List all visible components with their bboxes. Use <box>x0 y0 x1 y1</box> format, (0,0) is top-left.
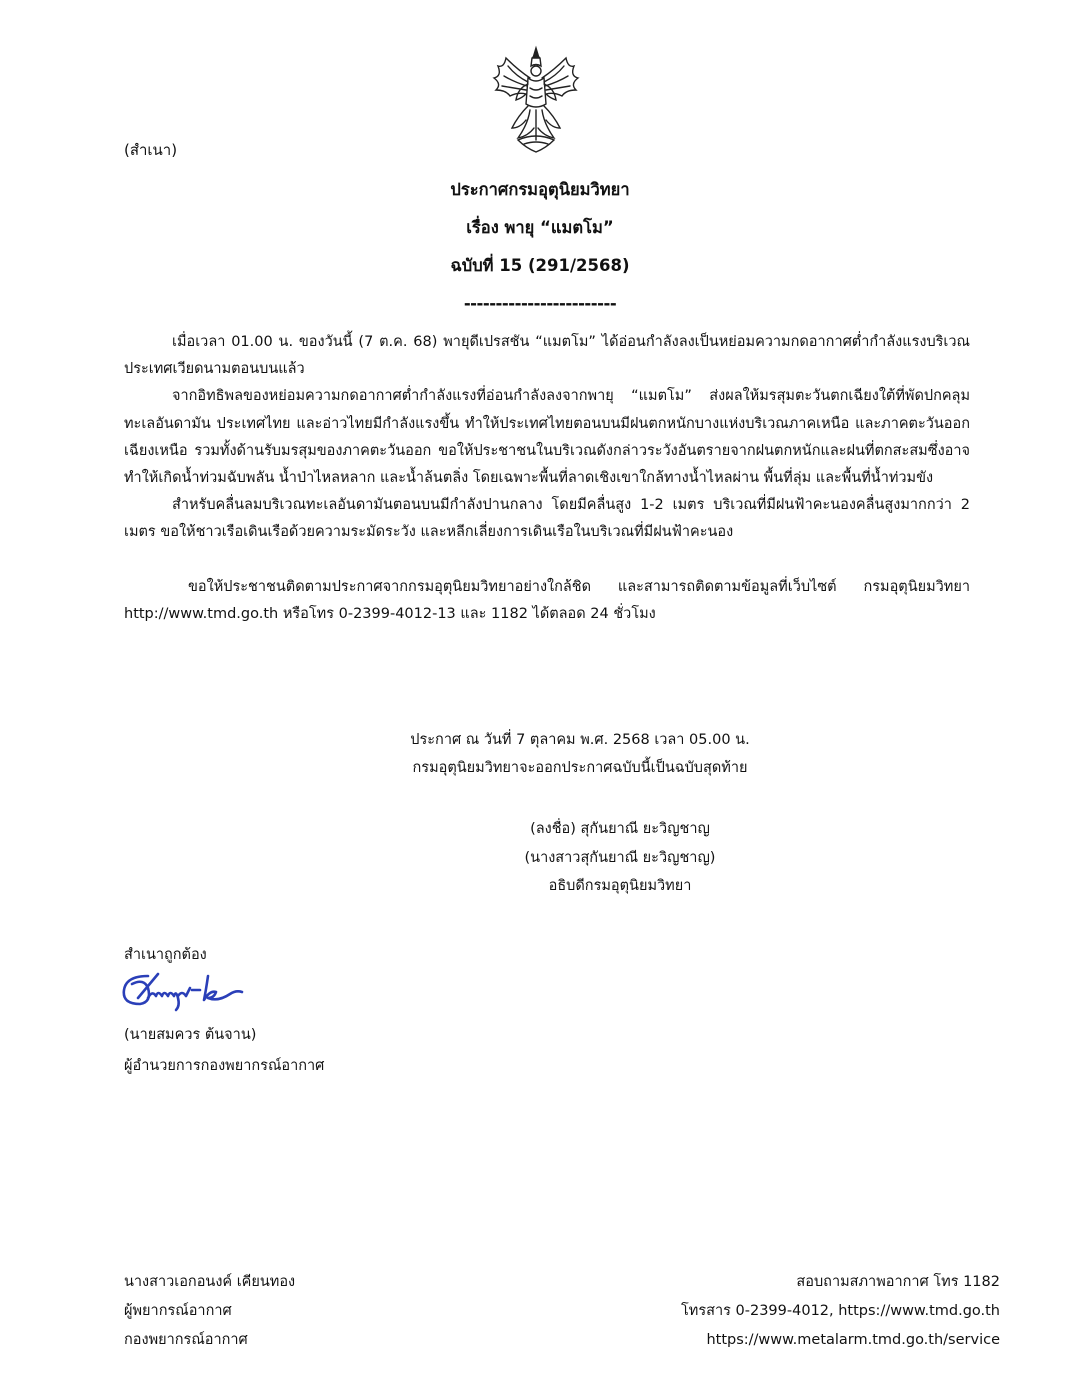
forecaster-role: ผู้พยากรณ์อากาศ <box>124 1303 232 1319</box>
certifier-position: ผู้อำนวยการกองพยากรณ์อากาศ <box>124 1058 325 1074</box>
announcement-title: ประกาศกรมอุตุนิยมวิทยา <box>450 180 630 199</box>
signatory-signed-line: (ลงชื่อ) สุกันยาณี ยะวิญชาญ <box>530 821 710 837</box>
announcement-header <box>0 176 1080 328</box>
announcement-date: ประกาศ ณ วันที่ 7 ตุลาคม พ.ศ. 2568 เวลา 05.00 น. <box>410 732 750 748</box>
signatory-full-name: (นางสาวสุกันยาณี ยะวิญชาญ) <box>524 849 716 866</box>
contact-fax-website: โทรสาร 0-2399-4012, https://www.tmd.go.th <box>681 1303 1000 1319</box>
follow-up-paragraph: ขอให้ประชาชนติดตามประกาศจากกรมอุตุนิยมวิทยาอย่างใกล้ชิด และสามารถติดตามข้อมูลที่เว็บไซต์ กรมอุตุนิยมวิทยา http://www.tmd.go.th หรือโทร 0-2399-4012-13 และ 1182 ได้ตลอด 24 ชั่วโมง <box>124 578 970 622</box>
header-divider: ------------------------ <box>463 294 617 313</box>
announcement-subject: เรื่อง พายุ “แมตโม” <box>466 218 614 237</box>
body-paragraph: สำหรับคลื่นลมบริเวณทะเลอันดามันตอนบนมีกำลังปานกลาง โดยมีคลื่นสูง 1-2 เมตร บริเวณที่มีฝนฟ้าคะนองคลื่นสูงมากกว่า 2 เมตร ขอให้ชาวเรือเดินเรือด้วยความระมัดระวัง และหลีกเลี่ยงการเดินเรือในบริเวณที่มีฝนฟ้าคะนอง <box>124 497 970 541</box>
signature-icon <box>118 968 248 1014</box>
footer-forecaster <box>124 1268 295 1355</box>
forecaster-name: นางสาวเอกอนงค์ เคียนทอง <box>124 1274 296 1290</box>
footer-contact <box>681 1268 1000 1355</box>
contact-service-link: https://www.metalarm.tmd.go.th/service <box>706 1332 1000 1348</box>
announcement-date-block <box>0 726 1080 782</box>
signatory-block <box>0 815 1080 901</box>
contact-phone: สอบถามสภาพอากาศ โทร 1182 <box>796 1274 1000 1290</box>
body-paragraph: จากอิทธิพลของหย่อมความกดอากาศต่ำกำลังแรงที่อ่อนกำลังลงจากพายุ “แมตโม” ส่งผลให้มรสุมตะวันตกเฉียงใต้ที่พัดปกคลุมทะเลอันดามัน ประเทศไทย และอ่าวไทยมีกำลังแรงขึ้น ทำให้ประเทศไทยตอนบนมีฝนตกหนักบางแห่งบริเวณภาคเหนือ และภาคตะวันออกเฉียงเหนือ รวมทั้งด้านรับมรสุมของภาคตะวันออก ขอให้ประชาชนในบริเวณดังกล่าวระวังอันตรายจากฝนตกหนักและฝนที่ตกสะสมซึ่งอาจทำให้เกิดน้ำท่วมฉับพลัน น้ำป่าไหลหลาก และน้ำล้นตลิ่ง โดยเฉพาะพื้นที่ลาดเชิงเขาใกล้ทางน้ำไหลผ่าน พื้นที่ลุ่ม และพื้นที่น้ำท่วมขัง <box>124 388 970 487</box>
forecaster-division: กองพยากรณ์อากาศ <box>124 1332 248 1348</box>
copy-label: (สำเนา) <box>124 141 178 159</box>
certifier-name: (นายสมควร ต้นจาน) <box>124 1027 257 1043</box>
signatory-position: อธิบดีกรมอุตุนิยมวิทยา <box>548 878 692 894</box>
final-issue-note: กรมอุตุนิยมวิทยาจะออกประกาศฉบับนี้เป็นฉบับสุดท้าย <box>412 760 748 776</box>
announcement-body <box>124 329 970 628</box>
garuda-emblem-icon <box>488 44 584 156</box>
body-paragraph: เมื่อเวลา 01.00 น. ของวันนี้ (7 ต.ค. 68) พายุดีเปรสชัน “แมตโม” ได้อ่อนกำลังลงเป็นหย่อมความกดอากาศต่ำกำลังแรงบริเวณประเทศเวียดนามตอนบนแล้ว <box>124 334 970 378</box>
certified-copy-label: สำเนาถูกต้อง <box>124 947 207 963</box>
certifier-block <box>124 1020 324 1082</box>
announcement-issue: ฉบับที่ 15 (291/2568) <box>450 256 630 275</box>
